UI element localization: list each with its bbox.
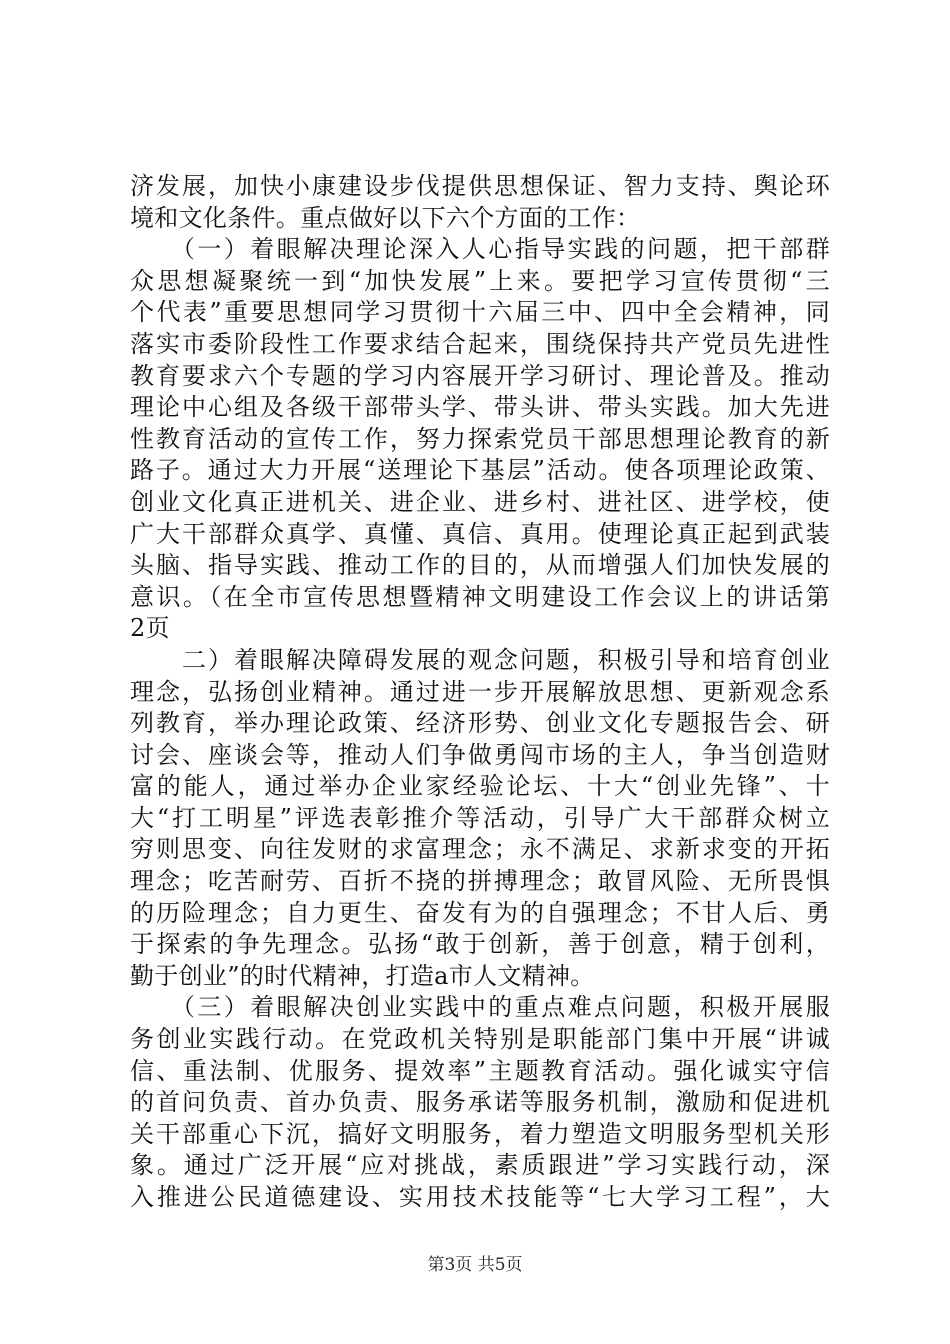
text-line: 2页 — [130, 614, 170, 643]
text-line: 意识。（在全市宣传思想暨精神文明建设工作会议上的讲话第 — [130, 582, 830, 611]
text-line: 穷则思变、向往发财的求富理念；永不满足、求新求变的开拓 — [130, 835, 830, 864]
document-body — [130, 171, 830, 1214]
text-line: 富的能人，通过举办企业家经验论坛、十大“创业先锋”、十 — [130, 772, 830, 801]
page-number-label: 第3页 共5页 — [427, 1255, 523, 1275]
text-line: 勤于创业”的时代精神，打造a市人文精神。 — [130, 961, 595, 990]
text-line: 关干部重心下沉，搞好文明服务，着力塑造文明服务型机关形 — [130, 1119, 830, 1148]
text-line: 个代表”重要思想同学习贯彻十六届三中、四中全会精神，同 — [130, 298, 830, 327]
page-footer — [0, 1250, 950, 1275]
text-line: 象。通过广泛开展“应对挑战，素质跟进”学习实践行动，深 — [130, 1151, 830, 1180]
text-line: 入推进公民道德建设、实用技术技能等“七大学习工程”，大 — [130, 1183, 830, 1211]
text-line: 境和文化条件。重点做好以下六个方面的工作： — [130, 203, 641, 232]
text-line: 落实市委阶段性工作要求结合起来，围绕保持共产党员先进性 — [130, 329, 830, 358]
text-line: 的历险理念；自力更生、奋发有为的自强理念；不甘人后、勇 — [130, 898, 830, 927]
text-line: 理论中心组及各级干部带头学、带头讲、带头实践。加大先进 — [130, 393, 830, 422]
text-line: 性教育活动的宣传工作，努力探索党员干部思想理论教育的新 — [130, 424, 830, 453]
text-line: 务创业实践行动。在党政机关特别是职能部门集中开展“讲诚 — [130, 1025, 830, 1054]
text-line: 于探索的争先理念。弘扬“敢于创新，善于创意，精于创利， — [130, 930, 830, 959]
text-line: 信、重法制、优服务、提效率”主题教育活动。强化诚实守信 — [130, 1056, 830, 1085]
text-line: 济发展，加快小康建设步伐提供思想保证、智力支持、舆论环 — [130, 172, 830, 200]
text-line: 二）着眼解决障碍发展的观念问题，积极引导和培育创业 — [130, 645, 830, 674]
text-line: 众思想凝聚统一到“加快发展”上来。要把学习宣传贯彻“三 — [130, 266, 830, 295]
text-line: 广大干部群众真学、真懂、真信、真用。使理论真正起到武装 — [130, 519, 830, 548]
text-line: 头脑、指导实践、推动工作的目的，从而增强人们加快发展的 — [130, 551, 830, 580]
text-line: 路子。通过大力开展“送理论下基层”活动。使各项理论政策、 — [130, 456, 830, 485]
text-line: 大“打工明星”评选表彰推介等活动，引导广大干部群众树立 — [130, 803, 830, 832]
text-line: 讨会、座谈会等，推动人们争做勇闯市场的主人，争当创造财 — [130, 740, 830, 769]
text-line: （一）着眼解决理论深入人心指导实践的问题，把干部群 — [130, 235, 830, 264]
text-line: 的首问负责、首办负责、服务承诺等服务机制，激励和促进机 — [130, 1088, 830, 1117]
text-line: 理念，弘扬创业精神。通过进一步开展解放思想、更新观念系 — [130, 677, 830, 706]
text-line: （三）着眼解决创业实践中的重点难点问题，积极开展服 — [130, 993, 830, 1022]
text-line: 教育要求六个专题的学习内容展开学习研讨、理论普及。推动 — [130, 361, 830, 390]
text-line: 理念；吃苦耐劳、百折不挠的拼搏理念；敢冒风险、无所畏惧 — [130, 867, 830, 896]
text-line: 创业文化真正进机关、进企业、进乡村、进社区、进学校，使 — [130, 487, 830, 516]
text-line: 列教育，举办理论政策、经济形势、创业文化专题报告会、研 — [130, 709, 830, 738]
